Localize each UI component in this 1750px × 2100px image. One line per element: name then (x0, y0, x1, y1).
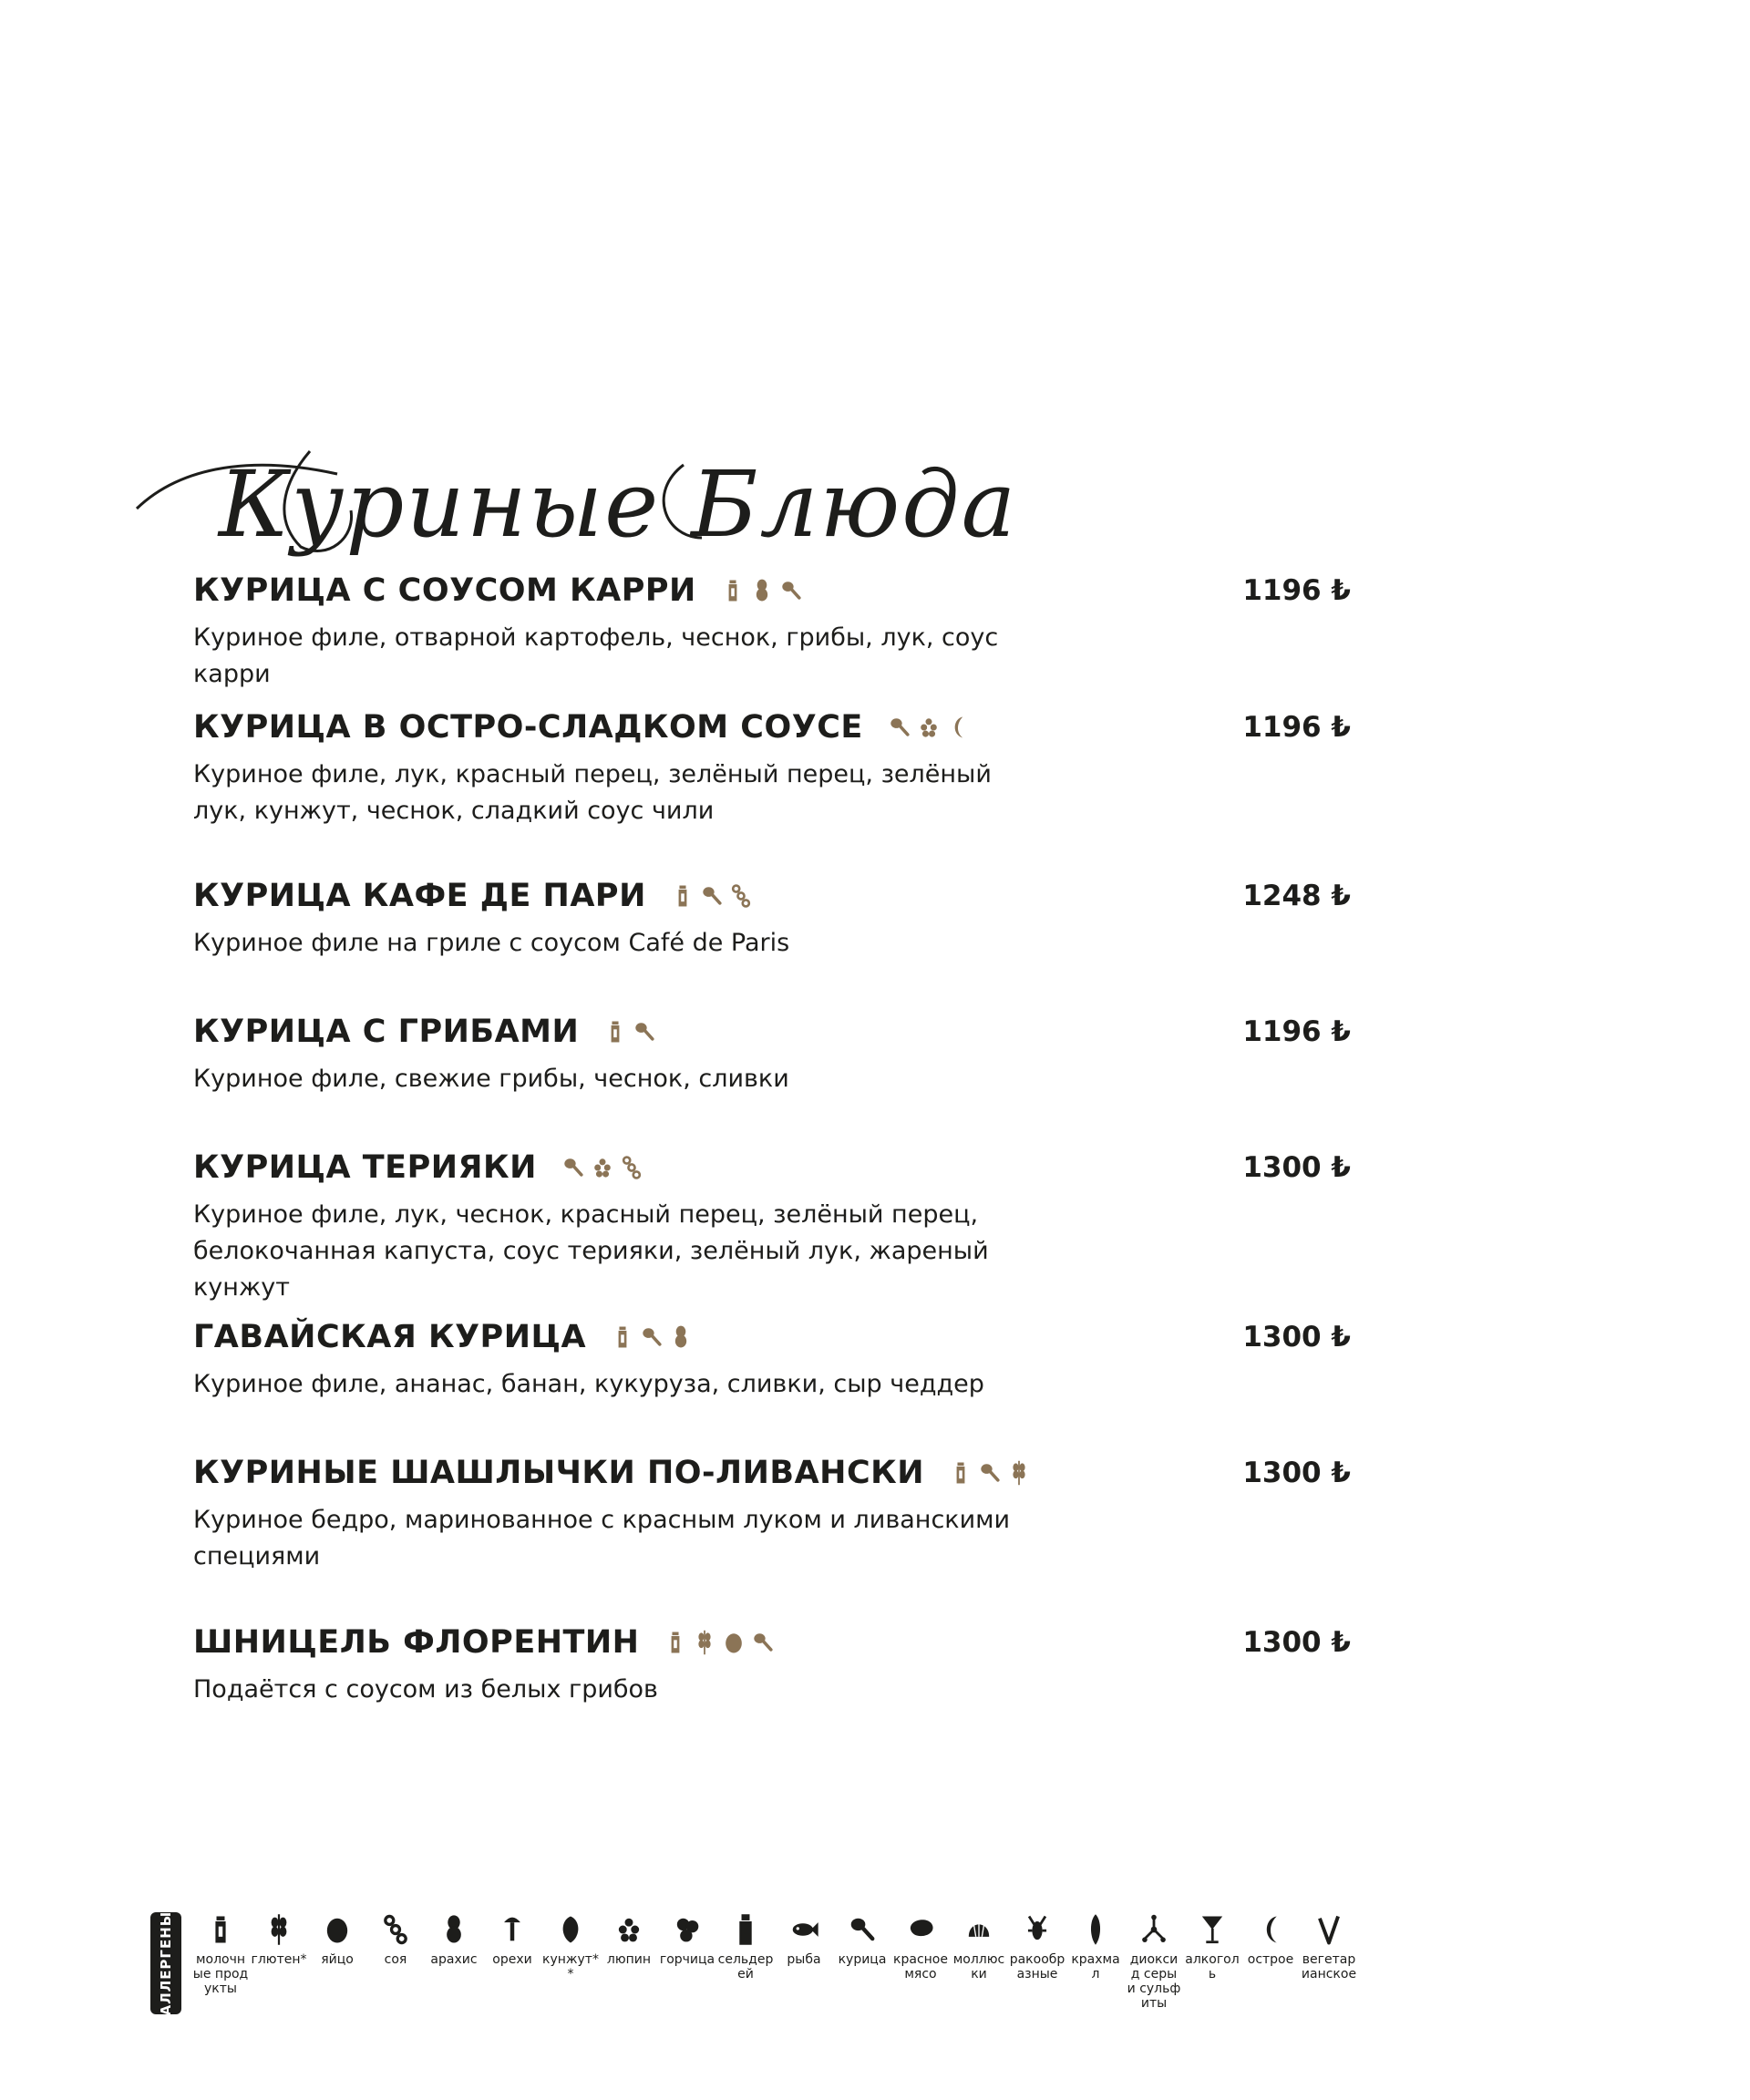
menu-item-price: 1196 ₺ (1242, 711, 1351, 744)
peanut-icon (438, 1912, 469, 1947)
menu-item-description: Куриное филе, лук, красный перец, зелёный перец, зелёный лук, кунжут, чеснок, сладкий соус чили (193, 760, 992, 825)
menu-item-allergen-icons (889, 714, 969, 741)
legend-entry-label: рыба (787, 1952, 821, 1967)
legend-entry-label: красное мясо (893, 1952, 948, 1982)
legend-entry (1066, 1912, 1125, 2011)
dairy-icon (604, 1018, 626, 1045)
legend-entry-label: крахмал (1071, 1952, 1120, 1982)
legend-entry (1008, 1912, 1066, 2011)
legend-entry (600, 1912, 658, 2011)
legend-entry-label: яйцо (321, 1952, 354, 1967)
legend-entry (1125, 1912, 1183, 2011)
legend-entry (250, 1912, 308, 2011)
legend-entry-label: алкоголь (1185, 1952, 1240, 1982)
nuts-icon (497, 1912, 528, 1947)
menu-item-name: ШНИЦЕЛЬ ФЛОРЕНТИН (193, 1624, 640, 1661)
peanut-icon (751, 577, 773, 604)
soy-icon (621, 1154, 643, 1181)
chicken-icon (562, 1154, 584, 1181)
lupin-icon (592, 1154, 613, 1181)
legend-entry (1241, 1912, 1300, 2011)
menu-item-price: 1248 ₺ (1242, 880, 1351, 912)
legend-heading: АЛЛЕРГЕНЫ (158, 1910, 174, 2016)
mollusc-icon (963, 1912, 994, 1947)
legend-entry-label: кунжут** (542, 1952, 599, 1982)
menu-item-header (193, 572, 802, 609)
menu-item-price: 1196 ₺ (1242, 1015, 1351, 1048)
legend-entry (541, 1912, 600, 2011)
allergen-legend (150, 1910, 1357, 2067)
menu-item-name: КУРИЦА С СОУСОМ КАРРИ (193, 572, 696, 609)
gluten-icon (694, 1629, 715, 1656)
legend-entry-label: соя (384, 1952, 407, 1967)
menu-item-description: Куриное филе, лук, чеснок, красный перец, зелёный перец, белокочанная капуста, соус терияки, зелёный лук, жареный кунжут (193, 1200, 989, 1302)
menu-item-description: Куриное филе, ананас, банан, кукуруза, сливки, сыр чеддер (193, 1370, 984, 1398)
legend-entry-label: острое (1247, 1952, 1294, 1967)
soy-icon (730, 882, 752, 910)
chicken-icon (780, 577, 802, 604)
legend-entry (425, 1912, 483, 2011)
menu-item-description: Куриное филе, отварной картофель, чеснок, грибы, лук, соус карри (193, 623, 999, 688)
dairy-icon (950, 1459, 972, 1487)
chicken-icon (641, 1323, 663, 1351)
menu-item-name: ГАВАЙСКАЯ КУРИЦА (193, 1319, 587, 1355)
menu-item-description: Куриное филе на гриле с соусом Café de Paris (193, 929, 790, 957)
legend-entry (775, 1912, 833, 2011)
legend-entry (308, 1912, 366, 2011)
dairy-icon (205, 1912, 236, 1947)
legend-entry (950, 1912, 1008, 2011)
alcohol-icon (1197, 1912, 1228, 1947)
menu-item-price: 1300 ₺ (1242, 1457, 1351, 1489)
section-title-text: Куриные Блюда (219, 451, 1018, 558)
legend-entry (716, 1912, 775, 2011)
legend-entry-label: глютен* (251, 1952, 307, 1967)
spicy-icon (1255, 1912, 1286, 1947)
menu-item-header (193, 709, 969, 746)
crustacean-icon (1022, 1912, 1053, 1947)
chicken-icon (979, 1459, 1001, 1487)
menu-item-allergen-icons (950, 1459, 1030, 1487)
menu-item-header (193, 1455, 1030, 1491)
starch-icon (1080, 1912, 1111, 1947)
lupin-icon (918, 714, 940, 741)
celery-icon (730, 1912, 761, 1947)
legend-entry-label: курица (838, 1952, 887, 1967)
menu-item-header (193, 1319, 692, 1355)
menu-item-description: Куриное филе, свежие грибы, чеснок, сливки (193, 1065, 789, 1093)
menu-item-name: КУРИЦА КАФЕ ДЕ ПАРИ (193, 878, 646, 914)
menu-item-name: КУРИЦА ТЕРИЯКИ (193, 1149, 537, 1186)
legend-entry-label: люпин (606, 1952, 652, 1967)
menu-item-allergen-icons (722, 577, 802, 604)
menu-item-name: КУРИЦА С ГРИБАМИ (193, 1014, 580, 1050)
peanut-icon (670, 1323, 692, 1351)
section-title (118, 401, 1018, 583)
legend-entry (1183, 1912, 1241, 2011)
dairy-icon (612, 1323, 633, 1351)
vegetarian-icon (1313, 1912, 1344, 1947)
chicken-icon (701, 882, 723, 910)
legend-entry (366, 1912, 425, 2011)
gluten-icon (1008, 1459, 1030, 1487)
legend-entry-label: горчица (659, 1952, 715, 1967)
legend-entry-label: диоксид серы и сульфиты (1127, 1952, 1181, 2011)
menu-item-header (193, 1149, 643, 1186)
menu-item-allergen-icons (664, 1629, 774, 1656)
soy-icon (380, 1912, 411, 1947)
legend-entry-label: моллюски (952, 1952, 1005, 1982)
menu-item-allergen-icons (604, 1018, 655, 1045)
legend-entry (658, 1912, 716, 2011)
legend-entry (833, 1912, 891, 2011)
menu-item-description: Куриное бедро, маринованное с красным луком и ливанскими специями (193, 1506, 1011, 1570)
sulphite-icon (1138, 1912, 1169, 1947)
chicken-icon (633, 1018, 655, 1045)
red-meat-icon (905, 1912, 936, 1947)
fish-icon (788, 1912, 819, 1947)
legend-entry-label: сельдерей (717, 1952, 774, 1982)
legend-entry (191, 1912, 250, 2011)
egg-icon (723, 1629, 745, 1656)
egg-icon (322, 1912, 353, 1947)
chicken-icon (847, 1912, 878, 1947)
legend-entry-label: ракообразные (1009, 1952, 1065, 1982)
menu-item-description: Подаётся с соусом из белых грибов (193, 1675, 658, 1704)
chicken-icon (752, 1629, 774, 1656)
legend-entry-label: арахис (430, 1952, 478, 1967)
mustard-icon (672, 1912, 703, 1947)
menu-item-name: КУРИЦА В ОСТРО-СЛАДКОМ СОУСЕ (193, 709, 863, 746)
menu-item-price: 1196 ₺ (1242, 574, 1351, 607)
legend-entry-label: молочные продукты (192, 1952, 249, 1996)
menu-item-header (193, 1014, 655, 1050)
legend-cells (191, 1912, 1358, 2011)
dairy-icon (672, 882, 694, 910)
menu-item-allergen-icons (612, 1323, 692, 1351)
lupin-icon (613, 1912, 644, 1947)
sesame-icon (555, 1912, 586, 1947)
menu-item-allergen-icons (672, 882, 752, 910)
legend-entry (891, 1912, 950, 2011)
legend-entry-label: орехи (492, 1952, 532, 1967)
legend-entry (1300, 1912, 1358, 2011)
dairy-icon (664, 1629, 686, 1656)
legend-heading-tag (150, 1912, 181, 2014)
chicken-icon (889, 714, 911, 741)
menu-item-price: 1300 ₺ (1242, 1626, 1351, 1659)
menu-item-header (193, 1624, 774, 1661)
legend-entry-label: вегетарианское (1301, 1952, 1357, 1982)
spicy-icon (947, 714, 969, 741)
menu-item-header (193, 878, 752, 914)
menu-item-allergen-icons (562, 1154, 643, 1181)
gluten-icon (263, 1912, 294, 1947)
legend-entry (483, 1912, 541, 2011)
dairy-icon (722, 577, 744, 604)
menu-item-price: 1300 ₺ (1242, 1151, 1351, 1184)
menu-item-price: 1300 ₺ (1242, 1321, 1351, 1354)
menu-item-name: КУРИНЫЕ ШАШЛЫЧКИ ПО-ЛИВАНСКИ (193, 1455, 925, 1491)
